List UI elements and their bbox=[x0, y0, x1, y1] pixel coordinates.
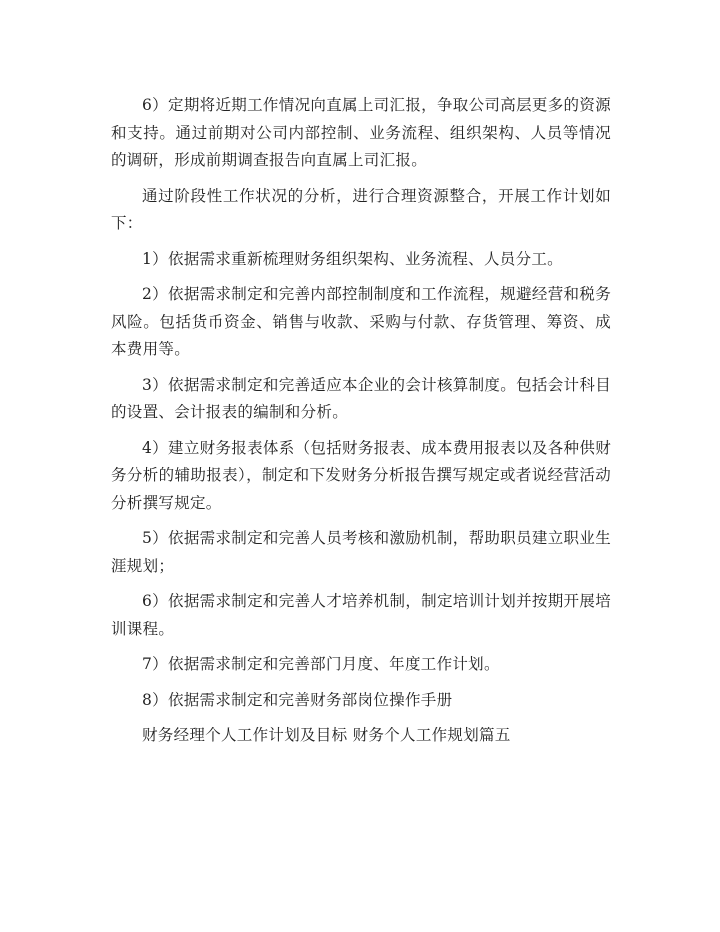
paragraph-item-3: 3）依据需求制定和完善适应本企业的会计核算制度。包括会计科目的设置、会计报表的编制和分析。 bbox=[111, 375, 611, 421]
paragraph-item-2: 2）依据需求制定和完善内部控制制度和工作流程，规避经营和税务风险。包括货币资金、销售与收款、采购与付款、存货管理、筹资、成本费用等。 bbox=[111, 285, 611, 358]
paragraph-item-5: 5）依据需求制定和完善人员考核和激励机制，帮助职员建立职业生涯规划； bbox=[111, 529, 611, 575]
paragraph-item-8: 8）依据需求制定和完善财务部岗位操作手册 bbox=[142, 690, 453, 709]
paragraph-report-to-supervisor: 6）定期将近期工作情况向直属上司汇报，争取公司高层更多的资源和支持。通过前期对公司内部控制、业务流程、组织架构、人员等情况的调研，形成前期调查报告向直属上司汇报。 bbox=[111, 96, 611, 169]
paragraph-item-6: 6）依据需求制定和完善人才培养机制，制定培训计划并按期开展培训课程。 bbox=[111, 592, 611, 638]
paragraph-item-1: 1）依据需求重新梳理财务组织架构、业务流程、人员分工。 bbox=[142, 249, 563, 268]
paragraph-item-7: 7）依据需求制定和完善部门月度、年度工作计划。 bbox=[142, 655, 500, 673]
section-heading: 财务经理个人工作计划及目标 财务个人工作规划篇五 bbox=[142, 726, 511, 744]
paragraph-item-4: 4）建立财务报表体系（包括财务报表、成本费用报表以及各种供财务分析的辅助报表），制定和下发财务分析报告撰写规定或者说经营活动分析撰写规定。 bbox=[111, 438, 611, 512]
document-body bbox=[111, 92, 611, 750]
paragraph-work-plan-intro: 通过阶段性工作状况的分析，进行合理资源整合，开展工作计划如下： bbox=[111, 186, 611, 232]
